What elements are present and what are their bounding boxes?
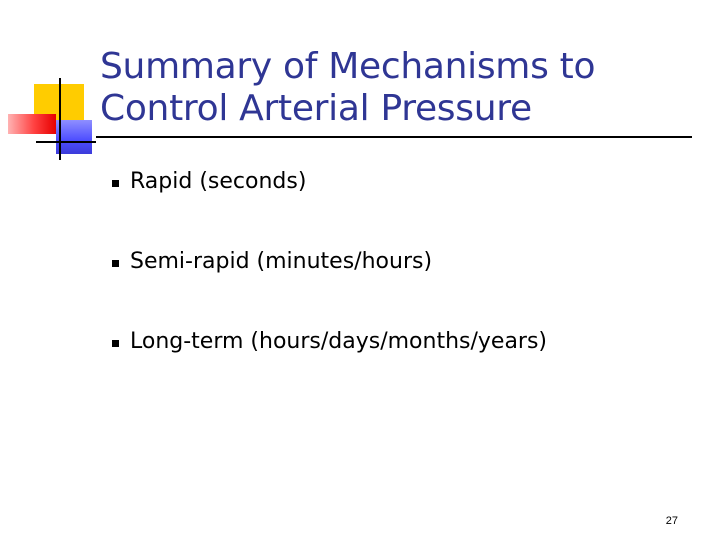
logo-vertical-line <box>59 78 61 160</box>
slide-title-line-2: Control Arterial Pressure <box>100 88 532 129</box>
slide-title-line-1: Summary of Mechanisms to <box>100 46 596 87</box>
title-underline <box>96 136 692 138</box>
bullet-square-icon <box>112 180 119 187</box>
slide-title <box>100 46 680 130</box>
bullet-square-icon <box>112 340 119 347</box>
logo-blue-square <box>56 120 92 154</box>
logo-red-bar <box>8 114 56 134</box>
bullet-item <box>112 326 692 406</box>
bullet-item <box>112 166 692 246</box>
logo-horizontal-line <box>36 141 96 143</box>
bullet-square-icon <box>112 260 119 267</box>
bullet-item <box>112 246 692 326</box>
bullet-text: Semi-rapid (minutes/hours) <box>130 249 433 274</box>
bullet-text: Long-term (hours/days/months/years) <box>130 329 548 354</box>
page-number: 27 <box>665 515 678 527</box>
bullet-text: Rapid (seconds) <box>130 169 307 194</box>
bullet-list <box>112 166 692 406</box>
